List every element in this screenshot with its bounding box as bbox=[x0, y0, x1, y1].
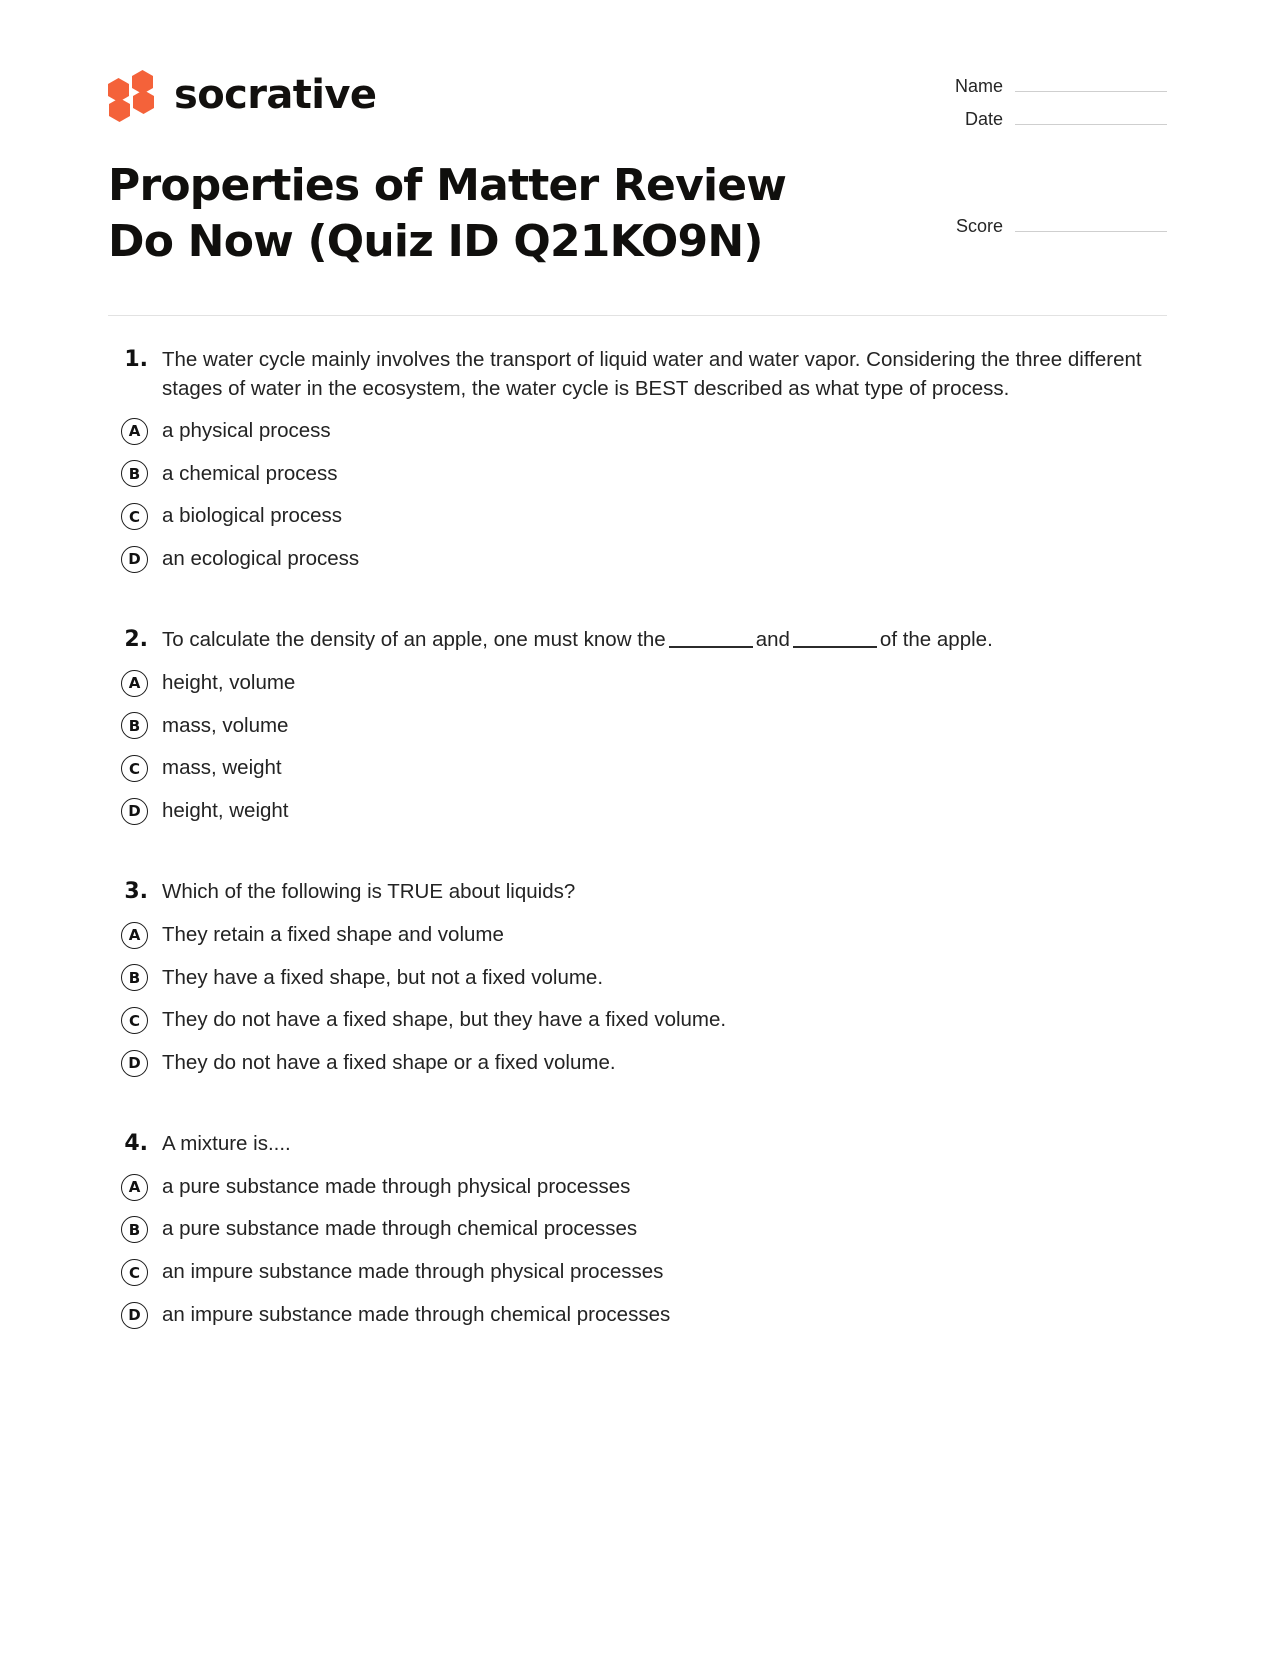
name-field-row bbox=[917, 74, 1167, 97]
question-header bbox=[108, 624, 1167, 655]
choice-label: an impure substance made through chemical processes bbox=[162, 1302, 671, 1326]
name-input-line[interactable] bbox=[1015, 74, 1167, 92]
choice-label: They have a fixed shape, but not a fixed volume. bbox=[162, 965, 604, 989]
choice-bubble-c[interactable]: C bbox=[121, 755, 148, 782]
question-text: The water cycle mainly involves the transport of liquid water and water vapor. Considering the three different stages of water in the ecosystem, the water cycle is BEST described as what type of process. bbox=[162, 347, 1142, 400]
question-text-segment: of the apple. bbox=[879, 627, 993, 651]
name-label: Name bbox=[954, 76, 1003, 96]
choice-label: an impure substance made through physical processes bbox=[162, 1260, 664, 1284]
choice-option[interactable] bbox=[108, 754, 1167, 783]
choice-option[interactable] bbox=[108, 1049, 1167, 1078]
choice-bubble-b[interactable]: B bbox=[121, 964, 148, 991]
hexagon-logo-icon bbox=[108, 70, 156, 120]
choice-label: a chemical process bbox=[162, 461, 338, 485]
choice-bubble-d[interactable]: D bbox=[121, 1050, 148, 1077]
choice-label: a pure substance made through chemical processes bbox=[162, 1217, 638, 1241]
choice-bubble-c[interactable]: C bbox=[121, 503, 148, 530]
choice-bubble-d[interactable]: D bbox=[121, 546, 148, 573]
choice-option[interactable] bbox=[108, 1301, 1167, 1330]
choice-bubble-a[interactable]: A bbox=[121, 922, 148, 949]
question-header bbox=[108, 344, 1167, 403]
question-header bbox=[108, 1128, 1167, 1159]
hexagon-shape bbox=[132, 70, 153, 94]
choices-list bbox=[108, 1173, 1167, 1330]
page-title: Properties of Matter Review Do Now (Quiz ID Q21KO9N) bbox=[108, 160, 787, 268]
choice-label: height, weight bbox=[162, 798, 289, 822]
question-text-segment: To calculate the density of an apple, one must know the bbox=[162, 627, 666, 651]
choice-option[interactable] bbox=[108, 1173, 1167, 1202]
hexagon-shape bbox=[108, 78, 129, 102]
score-input-line[interactable] bbox=[1015, 214, 1167, 232]
choices-list bbox=[108, 417, 1167, 574]
fill-in-blank[interactable] bbox=[793, 646, 877, 648]
question-text: Which of the following is TRUE about liquids? bbox=[162, 879, 576, 903]
choice-option[interactable] bbox=[108, 712, 1167, 741]
question-item bbox=[108, 876, 1167, 1078]
choice-option[interactable] bbox=[108, 964, 1167, 993]
choice-option[interactable] bbox=[108, 545, 1167, 574]
choice-bubble-b[interactable]: B bbox=[121, 460, 148, 487]
choice-option[interactable] bbox=[108, 921, 1167, 950]
question-text bbox=[162, 624, 1167, 654]
choice-bubble-a[interactable]: A bbox=[121, 418, 148, 445]
choice-label: a biological process bbox=[162, 504, 343, 528]
date-input-line[interactable] bbox=[1015, 107, 1167, 125]
choice-label: an ecological process bbox=[162, 546, 360, 570]
choice-bubble-d[interactable]: D bbox=[121, 798, 148, 825]
student-meta-fields bbox=[917, 62, 1167, 140]
choices-list bbox=[108, 921, 1167, 1078]
question-number: 2. bbox=[124, 626, 148, 652]
choice-option[interactable] bbox=[108, 502, 1167, 531]
choice-bubble-c[interactable]: C bbox=[121, 1007, 148, 1034]
question-item bbox=[108, 624, 1167, 826]
choice-label: a pure substance made through physical processes bbox=[162, 1174, 631, 1198]
choice-option[interactable] bbox=[108, 1215, 1167, 1244]
choice-label: height, volume bbox=[162, 670, 296, 694]
choice-bubble-a[interactable]: A bbox=[121, 1174, 148, 1201]
choice-option[interactable] bbox=[108, 1006, 1167, 1035]
choice-label: They do not have a fixed shape or a fixed volume. bbox=[162, 1050, 616, 1074]
choice-option[interactable] bbox=[108, 797, 1167, 826]
question-text: A mixture is.... bbox=[162, 1131, 291, 1155]
question-number: 4. bbox=[124, 1130, 148, 1156]
choice-label: mass, volume bbox=[162, 713, 289, 737]
hexagon-shape bbox=[109, 98, 130, 122]
question-number: 1. bbox=[124, 346, 148, 372]
fill-in-blank[interactable] bbox=[669, 646, 753, 648]
choices-list bbox=[108, 669, 1167, 826]
choice-bubble-c[interactable]: C bbox=[121, 1259, 148, 1286]
question-item bbox=[108, 344, 1167, 574]
choice-option[interactable] bbox=[108, 417, 1167, 446]
questions-list bbox=[0, 316, 1275, 1330]
score-field-wrapper bbox=[917, 158, 1167, 247]
question-header bbox=[108, 876, 1167, 907]
choice-label: a physical process bbox=[162, 418, 331, 442]
page-header bbox=[0, 0, 1275, 140]
brand-name: socrative bbox=[174, 72, 377, 118]
question-item bbox=[108, 1128, 1167, 1330]
choice-label: They do not have a fixed shape, but they have a fixed volume. bbox=[162, 1008, 727, 1032]
choice-label: They retain a fixed shape and volume bbox=[162, 922, 504, 946]
hexagon-shape bbox=[133, 90, 154, 114]
choice-option[interactable] bbox=[108, 460, 1167, 489]
question-text-segment: and bbox=[755, 627, 790, 651]
choice-option[interactable] bbox=[108, 1258, 1167, 1287]
choice-bubble-a[interactable]: A bbox=[121, 670, 148, 697]
score-label: Score bbox=[955, 216, 1003, 236]
socrative-logo bbox=[108, 62, 376, 120]
choice-option[interactable] bbox=[108, 669, 1167, 698]
choice-bubble-b[interactable]: B bbox=[121, 712, 148, 739]
score-field-row bbox=[917, 214, 1167, 237]
date-field-row bbox=[917, 107, 1167, 130]
date-label: Date bbox=[964, 109, 1003, 129]
choice-bubble-d[interactable]: D bbox=[121, 1302, 148, 1329]
choice-label: mass, weight bbox=[162, 756, 282, 780]
choice-bubble-b[interactable]: B bbox=[121, 1216, 148, 1243]
title-block bbox=[0, 140, 1275, 271]
question-number: 3. bbox=[124, 878, 148, 904]
